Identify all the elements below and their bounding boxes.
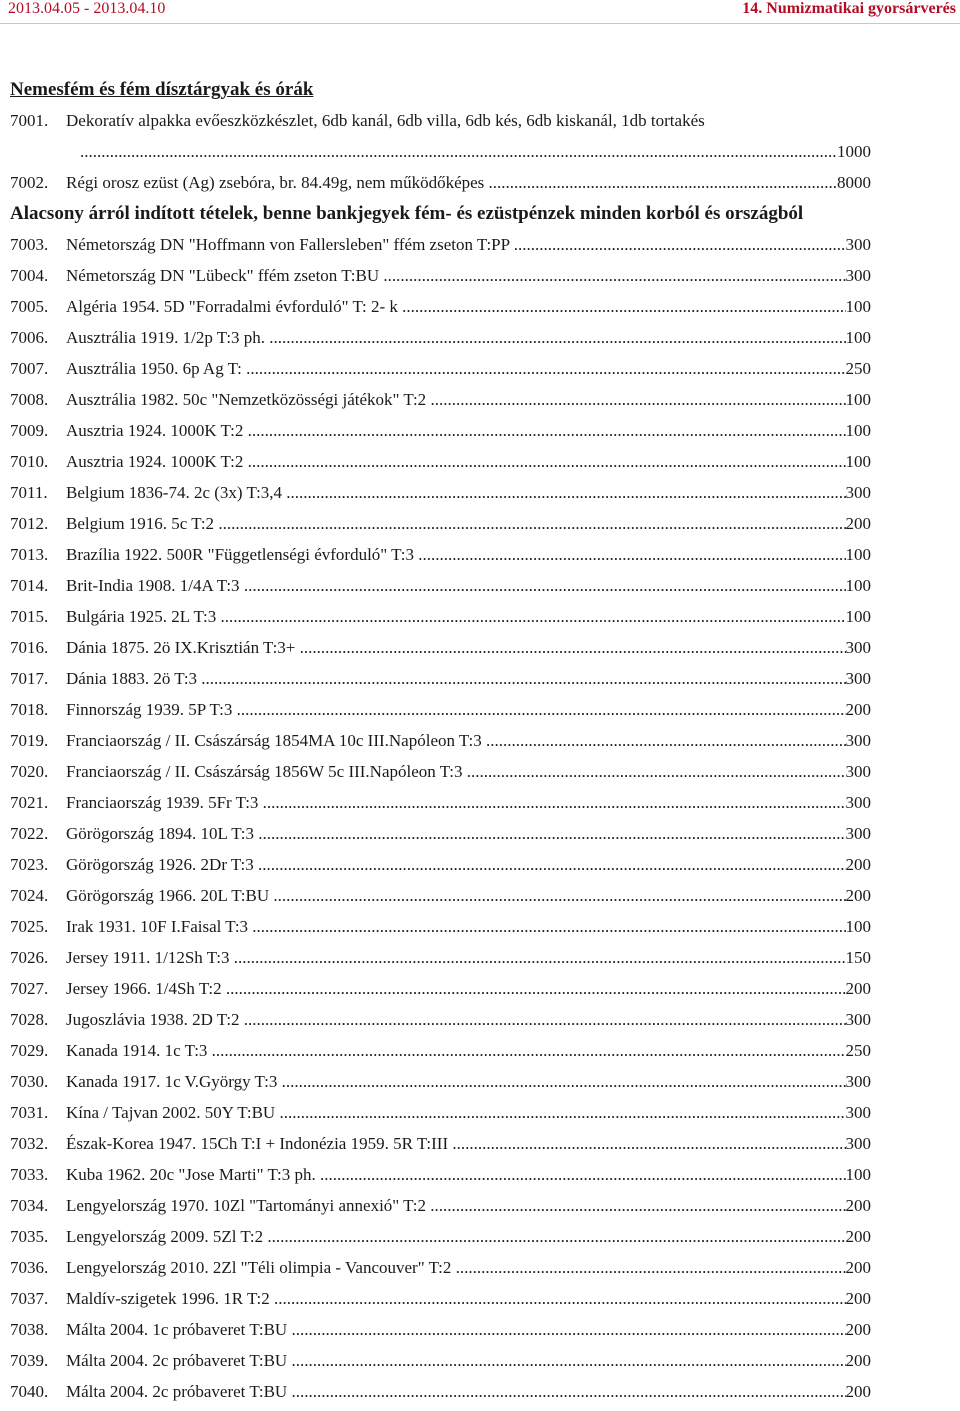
lot-price: 200 — [845, 1289, 871, 1308]
lot-price: 300 — [845, 762, 871, 781]
lot-description: Irak 1931. 10F I.Faisal T:3 ..... — [66, 915, 846, 939]
lot-leader-dots — [10, 140, 837, 164]
lot-number: 7011. — [10, 483, 48, 502]
lot-number: 7008. — [10, 390, 49, 409]
lot-item — [10, 543, 950, 574]
lot-price: 300 — [845, 731, 871, 750]
page-header — [0, 0, 960, 20]
lot-item — [10, 1194, 950, 1225]
lot-number: 7022. — [10, 824, 49, 843]
lot-number: 7039. — [10, 1351, 49, 1370]
lot-price: 100 — [845, 297, 871, 316]
lot-price: 100 — [845, 1165, 871, 1184]
lot-description: Dekoratív alpakka evőeszközkészlet, 6db kanál, 6db villa, 6db kés, 6db kiskanál, 1db tortakés — [66, 111, 705, 130]
lot-item — [10, 109, 950, 140]
lot-item — [10, 760, 950, 791]
lot-price: 8000 — [837, 173, 871, 192]
lot-description: Brit-India 1908. 1/4A T:3 ..... — [66, 574, 846, 598]
lot-item — [10, 357, 950, 388]
category-title: Nemesfém és fém dísztárgyak és órák — [10, 79, 314, 100]
lot-list — [10, 78, 950, 1411]
lot-price: 300 — [845, 1072, 871, 1091]
lot-price: 200 — [845, 979, 871, 998]
lot-price: 300 — [845, 1010, 871, 1029]
lot-number: 7036. — [10, 1258, 49, 1277]
lot-item — [10, 853, 950, 884]
lot-item — [10, 1101, 950, 1132]
lot-price: 300 — [845, 1134, 871, 1153]
lot-item — [10, 1163, 950, 1194]
lot-item — [10, 1008, 950, 1039]
lot-number: 7038. — [10, 1320, 49, 1339]
lot-description: Málta 2004. 1c próbaveret T:BU ..... — [66, 1318, 846, 1342]
lot-price: 200 — [845, 514, 871, 533]
lots-container — [10, 233, 950, 1411]
lot-price: 250 — [845, 359, 871, 378]
lot-price: 300 — [845, 669, 871, 688]
lot-number: 7024. — [10, 886, 49, 905]
lot-price: 300 — [845, 483, 871, 502]
lot-price: 200 — [845, 1258, 871, 1277]
lot-price: 100 — [845, 917, 871, 936]
lot-item — [10, 295, 950, 326]
lot-number: 7030. — [10, 1072, 49, 1091]
lot-description: Jugoszlávia 1938. 2D T:2 ..... — [66, 1008, 846, 1032]
lot-description: Lengyelország 2009. 5Zl T:2 ..... — [66, 1225, 846, 1249]
lot-number: 7016. — [10, 638, 49, 657]
lot-number: 7026. — [10, 948, 49, 967]
lot-number: 7004. — [10, 266, 49, 285]
lot-number: 7019. — [10, 731, 49, 750]
lot-item — [10, 1225, 950, 1256]
lot-price: 1000 — [837, 142, 871, 161]
lot-price: 300 — [845, 235, 871, 254]
lot-item — [10, 822, 950, 853]
lot-price: 100 — [845, 452, 871, 471]
lot-price: 150 — [845, 948, 871, 967]
lot-number: 7032. — [10, 1134, 49, 1153]
lot-description: Görögország 1894. 10L T:3 ..... — [66, 822, 846, 846]
lot-number: 7033. — [10, 1165, 49, 1184]
lot-description: Franciaország / II. Császárság 1854MA 10c III.Napóleon T:3 ..... — [66, 729, 846, 753]
lot-item-continuation — [10, 140, 950, 171]
lot-description: Régi orosz ezüst (Ag) zsebóra, br. 84.49g, nem működőképes ..... — [66, 171, 837, 195]
lot-description: Brazília 1922. 500R "Függetlenségi évforduló" T:3 ..... — [66, 543, 846, 567]
lot-price: 200 — [845, 1320, 871, 1339]
lot-item — [10, 1380, 950, 1411]
lot-description: Észak-Korea 1947. 15Ch T:I + Indonézia 1959. 5R T:III ..... — [66, 1132, 846, 1156]
lot-number: 7035. — [10, 1227, 49, 1246]
lot-description: Ausztrália 1982. 50c "Nemzetközösségi játékok" T:2 ..... — [66, 388, 846, 412]
lot-item — [10, 233, 950, 264]
lot-price: 300 — [845, 824, 871, 843]
lot-number: 7012. — [10, 514, 49, 533]
lot-item — [10, 574, 950, 605]
lot-price: 300 — [845, 266, 871, 285]
lot-price: 200 — [845, 1382, 871, 1401]
lot-number: 7005. — [10, 297, 49, 316]
lot-number: 7014. — [10, 576, 49, 595]
lot-number: 7002. — [10, 173, 49, 192]
lot-item — [10, 884, 950, 915]
lot-price: 200 — [845, 1227, 871, 1246]
lot-number: 7017. — [10, 669, 49, 688]
lot-description: Algéria 1954. 5D "Forradalmi évforduló" T: 2- k ..... — [66, 295, 846, 319]
lot-description: Jersey 1911. 1/12Sh T:3 ..... — [66, 946, 846, 970]
lot-item — [10, 698, 950, 729]
lot-item — [10, 419, 950, 450]
lot-description: Finnország 1939. 5P T:3 ..... — [66, 698, 846, 722]
lot-number: 7027. — [10, 979, 49, 998]
lot-item — [10, 481, 950, 512]
lot-number: 7007. — [10, 359, 49, 378]
lot-item — [10, 636, 950, 667]
lot-number: 7010. — [10, 452, 49, 471]
lot-item — [10, 326, 950, 357]
lot-item — [10, 512, 950, 543]
lot-description: Ausztrália 1950. 6p Ag T: ..... — [66, 357, 846, 381]
lot-item — [10, 1070, 950, 1101]
lot-price: 200 — [845, 700, 871, 719]
lot-price: 100 — [845, 390, 871, 409]
lot-number: 7034. — [10, 1196, 49, 1215]
lot-number: 7028. — [10, 1010, 49, 1029]
lot-item — [10, 791, 950, 822]
lot-number: 7018. — [10, 700, 49, 719]
lot-item — [10, 946, 950, 977]
lot-price: 100 — [845, 576, 871, 595]
lot-description: Ausztria 1924. 1000K T:2 ..... — [66, 450, 846, 474]
lot-description: Kanada 1914. 1c T:3 ..... — [66, 1039, 846, 1063]
lot-number: 7015. — [10, 607, 49, 626]
lot-price: 100 — [845, 421, 871, 440]
lot-description: Belgium 1916. 5c T:2 ..... — [66, 512, 846, 536]
lot-price: 100 — [845, 328, 871, 347]
lot-description: Dánia 1875. 2ö IX.Krisztián T:3+ ..... — [66, 636, 846, 660]
lot-item — [10, 1039, 950, 1070]
lot-item — [10, 605, 950, 636]
lot-description: Lengyelország 1970. 10Zl "Tartományi annexió" T:2 ..... — [66, 1194, 846, 1218]
lot-description: Jersey 1966. 1/4Sh T:2 ..... — [66, 977, 846, 1001]
auction-title: 14. Numizmatikai gyorsárverés — [742, 0, 956, 17]
lot-description: Kuba 1962. 20c "Jose Marti" T:3 ph. ..... — [66, 1163, 846, 1187]
lot-item — [10, 977, 950, 1008]
lot-item — [10, 450, 950, 481]
lot-price: 200 — [845, 1196, 871, 1215]
lot-number: 7020. — [10, 762, 49, 781]
lot-price: 300 — [845, 793, 871, 812]
lot-number: 7037. — [10, 1289, 49, 1308]
lot-description: Maldív-szigetek 1996. 1R T:2 ..... — [66, 1287, 846, 1311]
header-divider — [0, 23, 960, 24]
lot-description: Málta 2004. 2c próbaveret T:BU ..... — [66, 1380, 846, 1404]
lot-price: 300 — [845, 638, 871, 657]
lot-number: 7003. — [10, 235, 49, 254]
lot-number: 7040. — [10, 1382, 49, 1401]
lot-item — [10, 915, 950, 946]
lot-price: 100 — [845, 607, 871, 626]
lot-number: 7006. — [10, 328, 49, 347]
lot-price: 200 — [845, 1351, 871, 1370]
lot-price: 100 — [845, 545, 871, 564]
lot-number: 7023. — [10, 855, 49, 874]
lot-item — [10, 388, 950, 419]
lot-description: Németország DN "Lübeck" ffém zseton T:BU ..... — [66, 264, 846, 288]
lot-item — [10, 729, 950, 760]
lot-description: Kína / Tajvan 2002. 50Y T:BU ..... — [66, 1101, 846, 1125]
lot-description: Kanada 1917. 1c V.György T:3 ..... — [66, 1070, 846, 1094]
date-range: 2013.04.05 - 2013.04.10 — [8, 0, 166, 17]
lot-description: Belgium 1836-74. 2c (3x) T:3,4 ..... — [66, 481, 846, 505]
lot-number: 7025. — [10, 917, 49, 936]
lot-number: 7029. — [10, 1041, 49, 1060]
lot-description: Franciaország 1939. 5Fr T:3 ..... — [66, 791, 846, 815]
lot-description: Dánia 1883. 2ö T:3 ..... — [66, 667, 846, 691]
lot-number: 7001. — [10, 111, 49, 130]
lot-number: 7009. — [10, 421, 49, 440]
lot-item — [10, 1349, 950, 1380]
lot-number: 7031. — [10, 1103, 49, 1122]
lot-description: Bulgária 1925. 2L T:3 ..... — [66, 605, 846, 629]
lot-item — [10, 1132, 950, 1163]
lot-item — [10, 1318, 950, 1349]
lot-number: 7013. — [10, 545, 49, 564]
lot-description: Görögország 1926. 2Dr T:3 ..... — [66, 853, 846, 877]
lot-description: Ausztria 1924. 1000K T:2 ..... — [66, 419, 846, 443]
lot-price: 300 — [845, 1103, 871, 1122]
lot-description: Franciaország / II. Császárság 1856W 5c III.Napóleon T:3 ..... — [66, 760, 846, 784]
lot-item — [10, 171, 950, 202]
lot-item — [10, 667, 950, 698]
lot-item — [10, 1256, 950, 1287]
lot-description: Lengyelország 2010. 2Zl "Téli olimpia - Vancouver" T:2 ..... — [66, 1256, 846, 1280]
section-title: Alacsony árról indított tételek, benne bankjegyek fém- és ezüstpénzek minden korból és országból — [10, 203, 804, 224]
lot-price: 200 — [845, 855, 871, 874]
lot-price: 250 — [845, 1041, 871, 1060]
lot-price: 200 — [845, 886, 871, 905]
lot-description: Görögország 1966. 20L T:BU ..... — [66, 884, 846, 908]
lot-description: Málta 2004. 2c próbaveret T:BU ..... — [66, 1349, 846, 1373]
lot-number: 7021. — [10, 793, 49, 812]
lot-item — [10, 264, 950, 295]
lot-description: Ausztrália 1919. 1/2p T:3 ph. ..... — [66, 326, 846, 350]
lot-item — [10, 1287, 950, 1318]
lot-description: Németország DN "Hoffmann von Fallersleben" ffém zseton T:PP ..... — [66, 233, 846, 257]
